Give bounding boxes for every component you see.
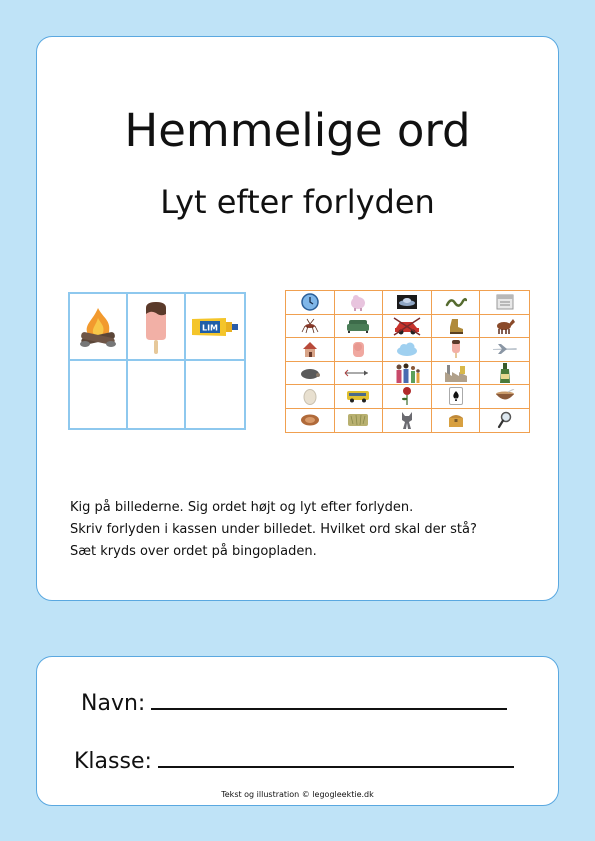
- pig-icon: [348, 339, 368, 359]
- bingo-cell[interactable]: [432, 385, 481, 409]
- answer-box-1[interactable]: [70, 361, 128, 428]
- bingo-cell[interactable]: [432, 315, 481, 339]
- bowl-icon: [494, 389, 516, 403]
- answer-box-2[interactable]: [128, 361, 186, 428]
- piggy-bank-icon: [348, 293, 368, 311]
- bingo-cell[interactable]: [432, 409, 481, 433]
- bingo-cell[interactable]: [383, 291, 432, 315]
- instruction-line: Sæt kryds over ordet på bingopladen.: [70, 544, 317, 559]
- family-icon: [394, 362, 420, 384]
- name-label: Navn:: [81, 691, 146, 716]
- worm-icon: [445, 295, 467, 309]
- bingo-cell[interactable]: [432, 362, 481, 386]
- arrow-icon: [344, 369, 372, 377]
- ace-card-icon: [449, 387, 463, 405]
- bingo-cell[interactable]: [286, 362, 335, 386]
- bingo-cell[interactable]: [335, 409, 384, 433]
- glue-tube-icon: [190, 315, 240, 339]
- answer-box-3[interactable]: [186, 361, 244, 428]
- answer-grid: [68, 292, 246, 430]
- rose-icon: [401, 386, 413, 406]
- bingo-cell[interactable]: [286, 315, 335, 339]
- bingo-cell[interactable]: [335, 362, 384, 386]
- instructions: [70, 497, 530, 563]
- bingo-cell[interactable]: [383, 338, 432, 362]
- bingo-cell[interactable]: [383, 409, 432, 433]
- mosquito-icon: [301, 318, 319, 334]
- horse-icon: [494, 317, 516, 335]
- boot-icon: [447, 317, 465, 335]
- magnifier-icon: [497, 411, 513, 429]
- credit-text: Tekst og illustration © legogleektie.dk: [221, 790, 374, 799]
- car-crossed-icon: [392, 316, 422, 336]
- bus-icon: [346, 389, 370, 403]
- bingo-cell[interactable]: [480, 409, 529, 433]
- class-line[interactable]: [158, 748, 514, 768]
- sofa-icon: [346, 318, 370, 334]
- cloud-icon: [395, 341, 419, 357]
- egg-icon: [303, 387, 317, 405]
- ice-cream-icon: [451, 339, 461, 359]
- bingo-cell[interactable]: [335, 385, 384, 409]
- ice-cream-icon: [141, 298, 171, 356]
- bingo-cell[interactable]: [286, 338, 335, 362]
- bonfire-icon: [73, 302, 123, 352]
- bread-icon: [300, 413, 320, 427]
- bingo-cell[interactable]: [335, 338, 384, 362]
- bingo-cell[interactable]: [480, 338, 529, 362]
- bingo-cell[interactable]: [432, 338, 481, 362]
- ufo-icon: [396, 294, 418, 310]
- name-line[interactable]: [151, 690, 507, 710]
- factory-icon: [444, 363, 468, 383]
- plane-icon: [492, 343, 518, 355]
- picture-cell-ice-cream: [128, 294, 186, 361]
- page-subtitle: Lyt efter forlyden: [160, 183, 435, 221]
- name-field: [81, 690, 507, 715]
- bingo-cell[interactable]: [335, 291, 384, 315]
- calendar-icon: [496, 294, 514, 310]
- hedgehog-icon: [299, 366, 321, 380]
- bingo-cell[interactable]: [480, 385, 529, 409]
- page-title: Hemmelige ord: [124, 104, 471, 157]
- clock-icon: [301, 293, 319, 311]
- student-info-card: [36, 656, 559, 806]
- bingo-cell[interactable]: [335, 315, 384, 339]
- picture-cell-glue: [186, 294, 244, 361]
- bingo-grid: [285, 290, 530, 433]
- bingo-cell[interactable]: [383, 362, 432, 386]
- bingo-cell[interactable]: [480, 362, 529, 386]
- bingo-cell[interactable]: [432, 291, 481, 315]
- instruction-line: Kig på billederne. Sig ordet højt og lyt efter forlyden.: [70, 500, 414, 515]
- bingo-cell[interactable]: [286, 409, 335, 433]
- treasure-chest-icon: [447, 412, 465, 428]
- bingo-cell[interactable]: [480, 315, 529, 339]
- beer-icon: [498, 362, 512, 384]
- bingo-cell[interactable]: [383, 315, 432, 339]
- class-field: [74, 748, 514, 773]
- glue-label: LIM: [201, 323, 219, 332]
- bingo-cell[interactable]: [383, 385, 432, 409]
- instruction-line: Skriv forlyden i kassen under billedet. Hvilket ord skal der stå?: [70, 522, 477, 537]
- wolf-icon: [399, 410, 415, 430]
- class-label: Klasse:: [74, 749, 152, 774]
- bingo-cell[interactable]: [286, 385, 335, 409]
- house-icon: [301, 340, 319, 358]
- picture-cell-bonfire: [70, 294, 128, 361]
- bingo-cell[interactable]: [480, 291, 529, 315]
- hay-icon: [347, 412, 369, 428]
- bingo-cell[interactable]: [286, 291, 335, 315]
